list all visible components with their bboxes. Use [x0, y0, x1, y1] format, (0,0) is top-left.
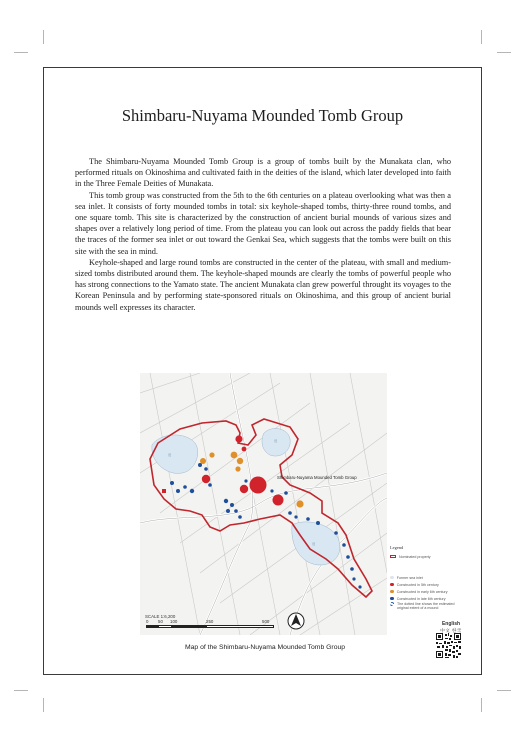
scale-label: SCALE 1:6,200: [145, 614, 176, 619]
description-text: [75, 156, 451, 313]
paragraph: This tomb group was constructed from the 5th to the 6th centuries on a plateau overlooking what was then a sea inlet. It consists of forty mounded tombs in total: six keyhole-shaped tombs, thirty-three round tombs, and one square tomb. This site is characterized by the construction of ancient burial mounds of various sizes and shapes over a relatively long period of time. From the plateau you can look out across the paddy fields that bear the traces of the former sea inlet or out toward the Genkai Sea, which suggests that the tombs were built on this site with the sea in mind.: [75, 190, 451, 256]
svg-text:池: 池: [312, 542, 316, 546]
crop-mark: [43, 698, 44, 712]
map-legend: [390, 545, 470, 611]
legend-label: Nominated property: [399, 554, 431, 559]
crop-mark: [43, 30, 44, 44]
svg-text:池: 池: [168, 453, 172, 457]
legend-item: [390, 588, 470, 595]
scale-tick: 250: [206, 619, 214, 624]
crop-mark: [497, 690, 511, 691]
scale-tick: 50: [158, 619, 163, 624]
language-others[interactable]: 中文 한국: [440, 628, 462, 633]
paragraph: The Shimbaru-Nuyama Mounded Tomb Group is a group of tombs built by the Munakata clan, who performed rituals on Okinoshima and cultivated faith in the deities of the island, which later developed into faith in the Three Female Deities of Munakata.: [75, 157, 451, 189]
map-site-label: Shimbaru-Nuyama Mounded Tomb Group: [277, 475, 357, 480]
legend-label: Constructed in early 6th century: [396, 589, 448, 594]
qr-code-icon[interactable]: [436, 633, 461, 658]
legend-item: [390, 553, 470, 560]
scale-tick: 0: [146, 619, 149, 624]
crop-mark: [481, 698, 482, 712]
crop-mark: [497, 52, 511, 53]
site-map: [140, 373, 387, 635]
crop-mark: [14, 52, 28, 53]
map-scale: [143, 614, 343, 636]
dotted-outline-icon: [390, 602, 394, 606]
svg-text:池: 池: [274, 439, 278, 443]
legend-label: The dotted line shows the estimated original extent of a mound: [397, 602, 455, 611]
early-sixth-century-dot-icon: [390, 590, 394, 594]
page-title: Shimbaru-Nuyama Mounded Tomb Group: [121, 106, 404, 125]
legend-item: [390, 602, 470, 611]
scale-bar: [146, 625, 274, 628]
legend-item: [390, 595, 470, 602]
legend-label: Former sea inlet: [396, 575, 423, 580]
legend-label: Constructed in 5th century: [396, 582, 439, 587]
scale-tick: 100: [170, 619, 178, 624]
scale-tick: 500: [262, 619, 270, 624]
legend-title: Legend: [390, 545, 404, 550]
legend-item: [390, 574, 470, 581]
map-caption: Map of the Shimbaru-Nuyama Mounded Tomb Group: [184, 644, 346, 651]
legend-item: [390, 581, 470, 588]
crop-mark: [14, 690, 28, 691]
boundary-swatch-icon: [390, 555, 396, 559]
language-current[interactable]: English: [441, 621, 461, 627]
fifth-century-dot-icon: [390, 583, 394, 587]
sea-inlet-swatch-icon: [390, 576, 394, 580]
paragraph: Keyhole-shaped and large round tombs are constructed in the center of the plateau, with small and medium-sized tombs distributed around them. The keyhole-shaped mounds are clearly the tombs of powerful people who has strong connections to the Yamato state. The ancient Munakata clan grew powerful throught its voyages to the Korean Peninsula and by performing state-sponsored rituals on Okinoshima, and this group of ancient burial mounds well expresses its character.: [75, 257, 451, 312]
legend-label: Constructed in late 6th century: [396, 596, 446, 601]
crop-mark: [481, 30, 482, 44]
late-sixth-century-dot-icon: [390, 597, 394, 601]
